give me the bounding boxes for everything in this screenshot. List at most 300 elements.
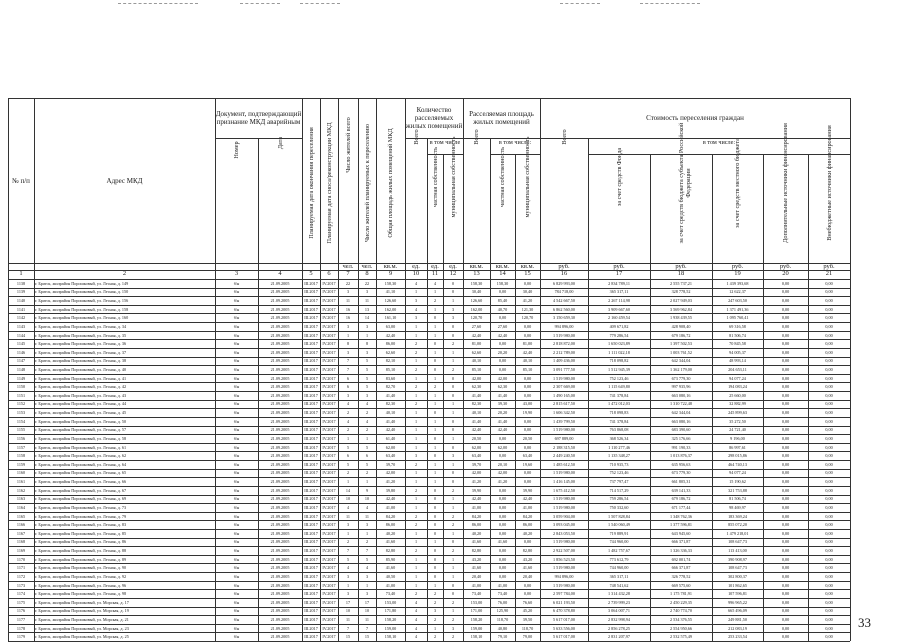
- table-cell: 21.09.2005: [270, 298, 290, 304]
- table-cell: 3 059 904,00: [553, 513, 575, 519]
- table-cell: б/н: [233, 298, 240, 304]
- table-cell: 0,00: [523, 444, 532, 450]
- table-cell: 4: [414, 625, 418, 631]
- unit-cell: кв.м.: [383, 263, 398, 270]
- table-cell: 3: [414, 298, 418, 304]
- table-cell: 642 344,04: [671, 358, 691, 364]
- address-cell: г. Братск, жилрайон Порошковый, ул. Лесная, д. 66: [35, 479, 127, 485]
- table-cell: III.2017: [304, 289, 318, 295]
- table-cell: 1: [433, 289, 437, 295]
- table-cell: 3: [365, 323, 369, 329]
- table-cell: 40,10: [522, 358, 533, 364]
- table-cell: 41,40: [497, 392, 508, 398]
- col-header-no: № п/п: [12, 176, 30, 185]
- col-header-cost-incl: в том числе:: [702, 139, 736, 146]
- col-header-cost-local: за счет средств местного бюджета: [734, 138, 741, 228]
- table-cell: 1: [433, 306, 437, 312]
- table-cell: 1159: [16, 461, 26, 467]
- table-cell: 3: [414, 315, 418, 321]
- unit-cell: [8, 263, 34, 270]
- address-cell: г. Братск, жилрайон Порошковый, ул. Лесная, д. 41: [35, 375, 127, 381]
- table-cell: 1: [365, 435, 369, 441]
- table-cell: 997 935,96: [671, 384, 691, 390]
- table-cell: 158,30: [496, 280, 509, 286]
- table-cell: III.2017: [304, 522, 318, 528]
- table-cell: б/н: [233, 332, 240, 338]
- table-cell: 41,20: [471, 479, 482, 485]
- table-cell: 1150: [16, 384, 26, 390]
- table-cell: 1: [433, 582, 437, 588]
- col-header-count-total: Всего: [412, 129, 420, 145]
- table-cell: 4: [346, 418, 350, 424]
- table-cell: 4: [433, 280, 437, 286]
- table-cell: 2: [451, 487, 455, 493]
- table-cell: 0: [451, 384, 455, 390]
- table-cell: 94 005,37: [729, 349, 746, 355]
- table-cell: 2: [451, 522, 455, 528]
- table-cell: IV.2017: [322, 323, 336, 329]
- table-cell: III.2017: [304, 461, 318, 467]
- table-cell: 1 310 722,48: [670, 401, 692, 407]
- table-cell: 62,00: [385, 444, 396, 450]
- table-cell: 82,70: [385, 384, 396, 390]
- table-cell: 21.09.2005: [270, 280, 290, 286]
- table-cell: 0,00: [523, 479, 532, 485]
- table-cell: 5: [365, 367, 369, 372]
- table-cell: 2 534 376,55: [670, 616, 692, 622]
- table-cell: III.2017: [304, 504, 318, 510]
- table-cell: 20,50: [471, 435, 482, 441]
- unit-cell: [34, 263, 215, 270]
- table-cell: 21.09.2005: [270, 504, 290, 510]
- table-cell: 1: [414, 565, 418, 571]
- table-cell: 21.09.2005: [270, 565, 290, 571]
- grid-hline: [8, 263, 850, 264]
- table-cell: 2 307 669,00: [553, 384, 575, 390]
- table-cell: 2: [414, 401, 418, 407]
- table-cell: 153,00: [384, 599, 397, 605]
- table-cell: 0: [451, 444, 455, 450]
- table-cell: 42,40: [385, 332, 396, 338]
- table-cell: 3: [365, 573, 369, 579]
- table-cell: 0,00: [498, 358, 507, 364]
- table-cell: 10: [345, 496, 351, 502]
- unit-cell: ед.: [449, 263, 457, 270]
- table-cell: 0,00: [498, 315, 507, 321]
- table-cell: 0,00: [781, 349, 790, 355]
- table-cell: 0,00: [825, 410, 833, 416]
- table-cell: 1: [346, 479, 350, 485]
- table-cell: III.2017: [304, 548, 318, 554]
- table-cell: 82,80: [522, 548, 533, 554]
- table-cell: 1 409 436,00: [553, 358, 575, 364]
- table-cell: 7: [346, 367, 350, 372]
- table-cell: 76,60: [522, 599, 533, 605]
- table-cell: 0,00: [825, 289, 833, 295]
- table-cell: б/н: [233, 582, 240, 588]
- table-cell: 0,00: [825, 384, 833, 390]
- table-cell: 1: [451, 461, 455, 467]
- table-cell: 0: [433, 341, 437, 347]
- table-cell: б/н: [233, 487, 240, 493]
- table-cell: 302 800,37: [728, 573, 747, 579]
- address-cell: г. Братск, жилрайон Порошковый, ул. Лесная, д. 61: [35, 444, 127, 450]
- unit-cell: кв.м.: [520, 263, 535, 270]
- table-cell: 17: [364, 599, 370, 605]
- table-cell: III.2017: [304, 349, 318, 355]
- table-cell: 76,00: [497, 599, 508, 605]
- table-cell: 0,00: [498, 341, 507, 347]
- table-cell: б/н: [233, 470, 240, 476]
- table-cell: 41,40: [385, 418, 396, 424]
- table-cell: 21.09.2005: [270, 496, 290, 502]
- table-cell: 7: [346, 625, 350, 631]
- table-cell: 0,00: [825, 375, 833, 381]
- table-cell: 108 647,73: [728, 539, 747, 545]
- table-cell: 0,00: [825, 539, 833, 545]
- address-cell: г. Братск, жилрайон Порошковый, ул. Лесная, д. 90: [35, 565, 127, 571]
- table-cell: 0,00: [498, 530, 507, 536]
- table-cell: IV.2017: [322, 298, 336, 304]
- address-cell: г. Братск, жилрайон Порошковый, ул. Лесная, д. 45: [35, 410, 127, 416]
- column-number-cell: 5: [309, 270, 313, 277]
- table-cell: 0,00: [825, 548, 833, 554]
- table-cell: 1149: [16, 375, 26, 381]
- table-cell: 326 778,52: [671, 573, 691, 579]
- table-cell: 11: [345, 616, 351, 622]
- table-cell: 0: [433, 522, 437, 528]
- table-cell: 253 233,54: [728, 634, 747, 640]
- table-cell: IV.2017: [322, 392, 336, 398]
- col-header-document: Документ, подтверждающий признание МКД аварийным: [215, 110, 302, 126]
- table-cell: 1 003 761,52: [670, 349, 692, 355]
- table-cell: 79,00: [522, 634, 533, 640]
- table-cell: 1 111 022,18: [608, 349, 630, 355]
- table-cell: 1: [414, 435, 418, 441]
- table-cell: 84,20: [471, 513, 482, 519]
- col-header-cost-group: Стоимость переселения граждан: [646, 114, 744, 122]
- table-cell: 247 603,50: [728, 298, 747, 304]
- table-cell: 13: [364, 306, 370, 312]
- address-cell: г. Братск, жилрайон Порошковый, ул. Морская, д. 25: [35, 634, 129, 640]
- table-cell: 1: [433, 401, 437, 407]
- table-cell: 0,00: [498, 435, 507, 441]
- table-cell: 0,00: [825, 608, 833, 614]
- address-cell: г. Братск, жилрайон Порошковый, ул. Лесная, д. 43: [35, 392, 127, 398]
- table-cell: 3 150 659,30: [553, 315, 575, 321]
- col-header-count-group: Количество расселяемых жилых помещений: [405, 106, 463, 130]
- table-cell: 43,00: [522, 401, 533, 407]
- table-cell: 679 186,72: [671, 496, 691, 502]
- table-cell: 683 390,60: [671, 427, 691, 433]
- table-cell: 4: [365, 401, 369, 407]
- table-cell: 663 080,16: [671, 392, 691, 398]
- unit-cell: [215, 263, 258, 270]
- table-cell: 183 369,24: [728, 513, 747, 519]
- table-cell: 0,00: [825, 332, 833, 338]
- table-cell: 9: [365, 487, 369, 493]
- table-cell: 42,00: [497, 375, 508, 381]
- table-cell: 1142: [16, 315, 26, 321]
- table-cell: 7: [365, 548, 369, 554]
- table-cell: 0,00: [825, 616, 833, 622]
- table-cell: 20,40: [471, 573, 482, 579]
- col-header-area-municipal: муниципальная собственность: [524, 136, 531, 218]
- table-cell: 4: [414, 616, 418, 622]
- address-cell: г. Братск, жилрайон Порошковый, ул. Лесная, д. 83: [35, 522, 127, 528]
- table-cell: 1 482 757,67: [608, 548, 630, 554]
- table-cell: б/н: [233, 634, 240, 640]
- table-cell: 1: [346, 530, 350, 536]
- table-cell: 41,60: [522, 565, 533, 571]
- top-edge-dash: [560, 3, 600, 4]
- table-cell: 0,00: [825, 358, 833, 364]
- table-cell: 0,00: [781, 539, 790, 545]
- table-cell: 1144: [16, 332, 26, 338]
- table-cell: 63,40: [471, 453, 482, 459]
- table-cell: 0,00: [825, 634, 833, 640]
- table-cell: 0,00: [781, 608, 790, 614]
- table-cell: 1141: [16, 306, 26, 312]
- table-cell: 1 519 980,00: [553, 427, 575, 433]
- address-cell: г. Братск, жилрайон Порошковый, ул. Лесная, д. 73: [35, 504, 127, 510]
- table-cell: 1163: [16, 496, 26, 502]
- table-cell: б/н: [233, 289, 240, 295]
- table-cell: 2: [414, 341, 418, 347]
- table-cell: 161,10: [384, 315, 397, 321]
- table-cell: 0,00: [781, 548, 790, 554]
- table-cell: 2: [433, 384, 437, 390]
- table-cell: 7: [346, 358, 350, 364]
- table-cell: 1: [414, 418, 418, 424]
- table-cell: 20,40: [522, 573, 533, 579]
- table-cell: 40,80: [497, 625, 508, 631]
- table-cell: 5: [365, 444, 369, 450]
- table-cell: 3: [365, 591, 369, 597]
- table-cell: 464 740,13: [728, 461, 747, 467]
- table-cell: 108 647,73: [728, 565, 747, 571]
- table-cell: 0,00: [781, 306, 790, 312]
- address-cell: г. Братск, жилрайон Порошковый, ул. Лесная, д. 149: [35, 280, 129, 286]
- table-cell: 1177: [16, 616, 26, 622]
- table-cell: III.2017: [304, 444, 318, 450]
- table-cell: 0,00: [825, 513, 833, 519]
- table-cell: 0,00: [781, 504, 790, 510]
- table-cell: 0: [433, 453, 437, 459]
- address-cell: г. Братск, жилрайон Порошковый, ул. Лесная, д. 58: [35, 435, 127, 441]
- table-cell: III.2017: [304, 410, 318, 416]
- table-cell: 0,00: [825, 479, 833, 485]
- table-cell: 42,40: [522, 349, 533, 355]
- table-cell: 1 115 649,80: [608, 384, 630, 390]
- table-cell: 1160: [16, 470, 26, 476]
- table-cell: 249 881,50: [728, 616, 747, 622]
- address-cell: г. Братск, жилрайон Порошковый, ул. Лесная, д. 65: [35, 470, 127, 476]
- table-cell: 1: [433, 392, 437, 398]
- table-cell: 0,00: [498, 453, 507, 459]
- table-cell: 1 540 060,49: [608, 522, 630, 528]
- table-cell: 40,20: [385, 530, 396, 536]
- table-cell: IV.2017: [322, 384, 336, 390]
- column-number-cell: 18: [677, 270, 685, 277]
- address-cell: г. Братск, жилрайон Порошковый, ул. Лесная, д. 150: [35, 289, 129, 295]
- table-cell: 4: [365, 565, 369, 571]
- table-cell: 3: [346, 522, 350, 528]
- table-cell: 0,00: [825, 591, 833, 597]
- table-cell: 2 027 949,03: [670, 298, 692, 304]
- table-cell: III.2017: [304, 513, 318, 519]
- table-cell: 1 650 023,89: [608, 341, 630, 347]
- table-cell: 9 196,00: [730, 435, 745, 441]
- table-cell: IV.2017: [322, 616, 336, 622]
- table-cell: 0,00: [781, 599, 790, 605]
- table-cell: 1 606 342,50: [553, 410, 575, 416]
- table-cell: 3: [451, 453, 455, 459]
- table-cell: 1: [451, 504, 455, 510]
- col-header-residents-total: Число жителей всего: [344, 117, 352, 173]
- table-cell: 41,60: [471, 539, 482, 545]
- table-cell: IV.2017: [322, 625, 336, 631]
- col-header-area-group: Расселяемая площадь жилых помещений: [469, 110, 534, 126]
- table-cell: 120,70: [470, 315, 483, 321]
- table-cell: 6 470 378,80: [553, 608, 575, 614]
- table-cell: 0: [433, 556, 437, 562]
- table-cell: 1 519 980,00: [553, 496, 575, 502]
- table-cell: 21.09.2005: [270, 444, 290, 450]
- table-cell: б/н: [233, 444, 240, 450]
- table-cell: 41,60: [385, 539, 396, 545]
- table-cell: 2 188 315,50: [553, 444, 575, 450]
- table-cell: III.2017: [304, 565, 318, 571]
- table-cell: 171,00: [470, 608, 483, 614]
- table-cell: 718 098,83: [609, 410, 629, 416]
- table-cell: б/н: [233, 306, 240, 312]
- table-cell: 3 093 045,00: [553, 522, 575, 528]
- address-cell: г. Братск, жилрайон Порошковый, ул. Морская, д. 23: [35, 625, 129, 631]
- table-cell: 63,00: [385, 323, 396, 329]
- table-cell: б/н: [233, 608, 240, 614]
- table-cell: б/н: [233, 565, 240, 571]
- table-cell: 661 805,31: [671, 479, 691, 485]
- table-cell: б/н: [233, 496, 240, 502]
- column-number-cell: 2: [122, 270, 127, 277]
- table-cell: 21.09.2005: [270, 591, 290, 597]
- table-cell: 744 960,00: [609, 539, 629, 545]
- table-cell: 15: [345, 634, 351, 640]
- table-cell: 1164: [16, 504, 26, 510]
- table-cell: 697 889,00: [554, 435, 574, 441]
- table-cell: III.2017: [304, 384, 318, 390]
- table-cell: 16: [345, 315, 351, 321]
- table-cell: 0,00: [825, 625, 833, 631]
- table-cell: IV.2017: [322, 349, 336, 355]
- table-cell: 2 449 240,50: [553, 453, 575, 459]
- table-cell: 10: [364, 496, 370, 502]
- table-cell: 21.09.2005: [270, 375, 290, 381]
- table-cell: 86,00: [385, 522, 396, 528]
- table-cell: 3: [451, 306, 455, 312]
- table-cell: 1: [414, 289, 418, 295]
- table-cell: 81 506,74: [729, 332, 746, 338]
- column-number-cell: 3: [234, 270, 239, 277]
- table-cell: 0,00: [781, 358, 790, 364]
- table-cell: IV.2017: [322, 513, 336, 519]
- table-cell: 1161: [16, 479, 26, 485]
- table-cell: 0,00: [781, 392, 790, 398]
- table-cell: 101 862,65: [728, 582, 747, 588]
- table-cell: 1: [451, 565, 455, 571]
- table-cell: 11: [364, 616, 370, 622]
- table-cell: 663 080,16: [671, 418, 691, 424]
- table-cell: 2 160 459,54: [608, 315, 630, 321]
- table-cell: 1 519 980,00: [553, 375, 575, 381]
- table-cell: 21.09.2005: [270, 461, 290, 467]
- table-cell: 2 832 998,94: [608, 616, 630, 622]
- table-cell: 41,00: [522, 504, 533, 510]
- table-cell: 779 286,54: [609, 332, 629, 338]
- unit-cell: руб.: [675, 263, 687, 270]
- table-cell: 1166: [16, 522, 26, 528]
- table-cell: б/н: [233, 375, 240, 381]
- column-number-cell: 11: [431, 270, 439, 277]
- table-cell: 8: [365, 341, 369, 347]
- table-cell: б/н: [233, 513, 240, 519]
- table-cell: 21.09.2005: [270, 530, 290, 536]
- table-cell: 1: [451, 349, 455, 355]
- table-cell: 2: [414, 384, 418, 390]
- table-cell: б/н: [233, 427, 240, 433]
- table-cell: 0: [433, 410, 437, 416]
- table-cell: 2 739 999,23: [608, 599, 630, 605]
- table-cell: 752 123,46: [609, 375, 629, 381]
- table-cell: 2 554 950,66: [670, 625, 692, 631]
- table-cell: 759 286,54: [609, 496, 629, 502]
- table-cell: 85,10: [471, 367, 482, 372]
- table-cell: 84,20: [522, 513, 533, 519]
- address-cell: г. Братск, жилрайон Порошковый, ул. Лесная, д. 34: [35, 323, 127, 329]
- address-cell: г. Братск, жилрайон Порошковый, ул. Морская, д. 21: [35, 616, 129, 622]
- table-cell: 368 526,34: [609, 435, 629, 441]
- table-cell: 3: [365, 522, 369, 528]
- table-cell: 41,40: [471, 392, 482, 398]
- column-number-cell: 15: [524, 270, 531, 277]
- table-cell: 3 091 777,50: [553, 367, 575, 372]
- table-cell: 365 317,11: [609, 573, 629, 579]
- table-cell: 20,20: [497, 349, 508, 355]
- table-cell: 21.09.2005: [270, 453, 290, 459]
- table-cell: 86,00: [522, 522, 533, 528]
- table-cell: 4: [365, 504, 369, 510]
- table-cell: 0,00: [781, 461, 790, 467]
- table-cell: 4: [365, 418, 369, 424]
- grid-vline: [850, 98, 851, 641]
- table-cell: 41,20: [497, 479, 508, 485]
- table-cell: 3 569 962,84: [670, 306, 692, 312]
- table-cell: 0: [433, 573, 437, 579]
- table-cell: 2: [414, 349, 418, 355]
- table-cell: б/н: [233, 418, 240, 424]
- table-cell: 0,00: [781, 401, 790, 407]
- table-cell: 27,60: [471, 323, 482, 329]
- table-cell: 43,20: [471, 556, 482, 562]
- table-cell: IV.2017: [322, 591, 336, 597]
- table-cell: III.2017: [304, 625, 318, 631]
- table-cell: IV.2017: [322, 375, 336, 381]
- table-cell: 1: [414, 539, 418, 545]
- table-cell: 710 935,73: [609, 461, 629, 467]
- table-cell: 0,00: [825, 298, 833, 304]
- table-cell: 2: [451, 367, 455, 372]
